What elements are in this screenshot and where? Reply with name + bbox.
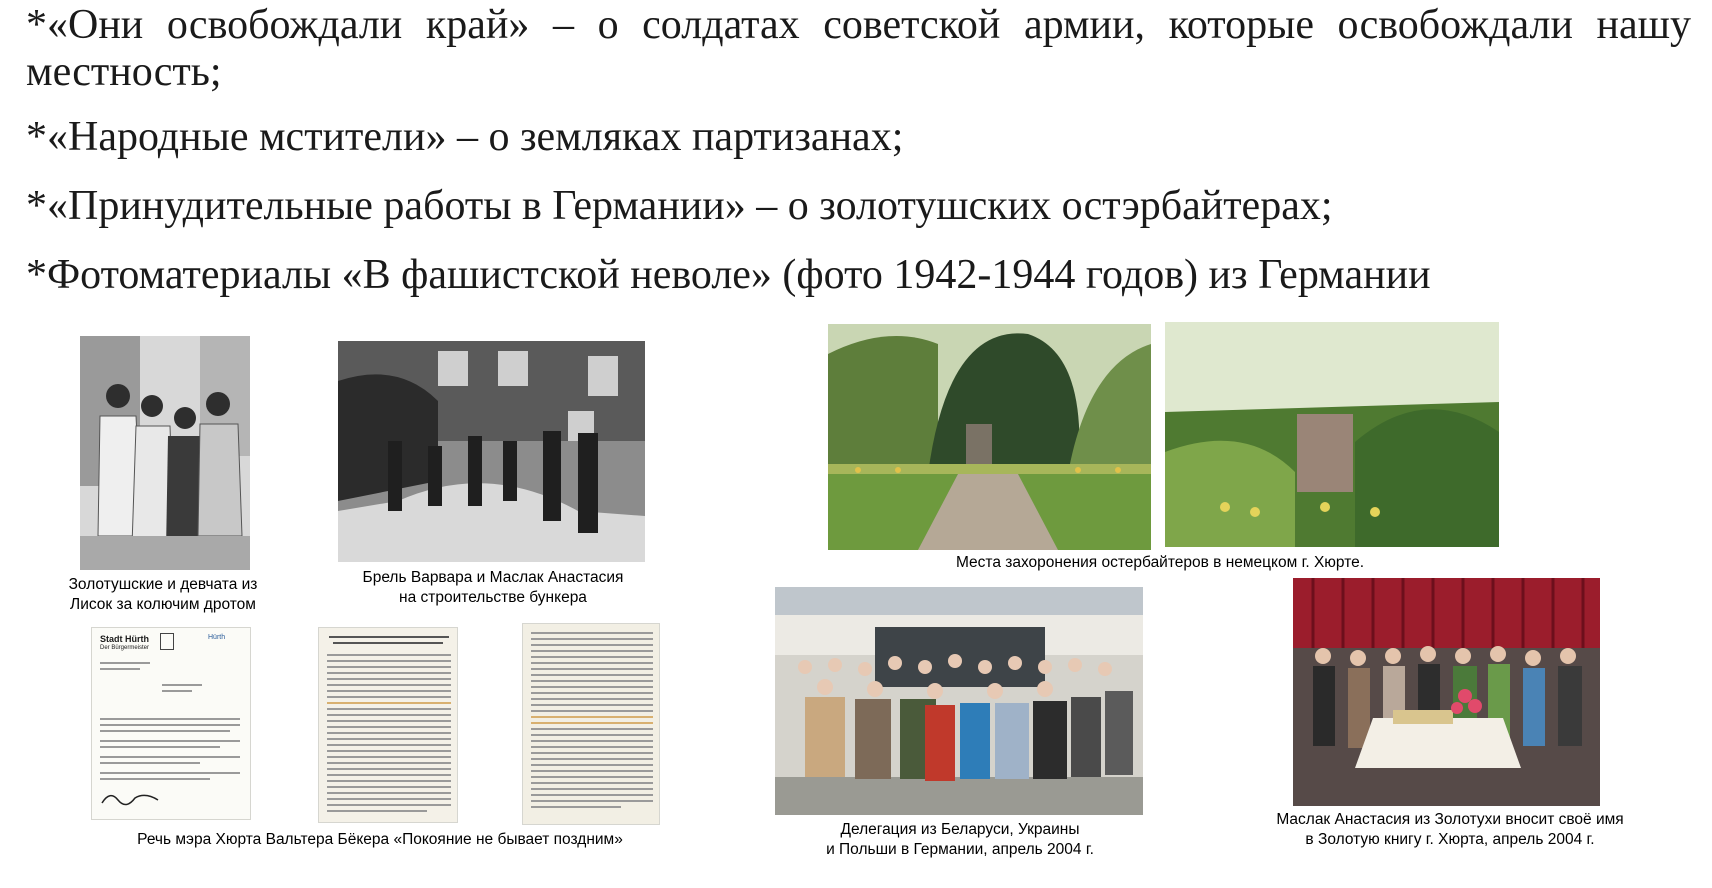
bullet-forced-labor: *«Принудительные работы в Германии» – о золотушских остэрбайтерах;: [26, 183, 1333, 229]
caption-delegation-line-2: и Польши в Германии, апрель 2004 г.: [826, 841, 1094, 858]
caption-delegation-line-1: Делегация из Беларуси, Украины: [840, 821, 1080, 838]
document-article-1: [318, 627, 458, 823]
caption-delegation: [770, 820, 1150, 860]
caption-speech: [50, 830, 710, 850]
caption-girls-line-1: Золотушские и девчата из: [68, 576, 258, 593]
photo-memorial-1: [828, 324, 1151, 550]
photo-girls: [80, 336, 250, 570]
document-mayor-letter: [91, 627, 251, 820]
caption-bunker-line-2: на строительстве бункера: [399, 589, 587, 606]
signature-icon: [100, 788, 160, 808]
caption-golden-book-line-2: в Золотую книгу г. Хюрта, апрель 2004 г.: [1305, 831, 1595, 848]
caption-speech-line-1: Речь мэра Хюрта Вальтера Бёкера «Покояние не бывает поздним»: [137, 831, 623, 848]
caption-golden-book-line-1: Маслак Анастасия из Золотухи вносит своё имя: [1276, 811, 1624, 828]
photo-golden-book: [1293, 578, 1600, 806]
bullet-avengers: *«Народные мстители» – о земляках партизанах;: [26, 114, 904, 160]
document-article-2: [522, 623, 660, 825]
coat-of-arms-icon: [160, 633, 174, 650]
bullet-list: [26, 2, 1691, 321]
photo-memorial-2: [1165, 322, 1499, 547]
caption-golden-book: [1245, 810, 1655, 850]
letter-logo: Hürth: [208, 634, 226, 641]
caption-bunker-line-1: Брель Варвара и Маслак Анастасия: [362, 569, 624, 586]
photo-delegation: [775, 587, 1143, 815]
caption-girls-line-2: Лисок за колючим дротом: [70, 596, 256, 613]
caption-graves-line-1: Места захоронения остербайтеров в немецком г. Хюрте.: [955, 554, 1365, 571]
bullet-liberators: *«Они освобождали край» – о солдатах советской армии, которые освобождали нашу местность;: [26, 2, 1691, 95]
caption-bunker: [318, 568, 668, 608]
caption-graves: [900, 553, 1420, 573]
bullet-photo-materials: *Фотоматериалы «В фашистской неволе» (фото 1942-1944 годов) из Германии: [26, 252, 1431, 298]
caption-girls: [38, 575, 288, 615]
letter-city: Stadt Hürth: [100, 634, 149, 644]
letter-office: Der Bürgermeister: [100, 645, 150, 651]
photo-bunker: [338, 341, 645, 562]
